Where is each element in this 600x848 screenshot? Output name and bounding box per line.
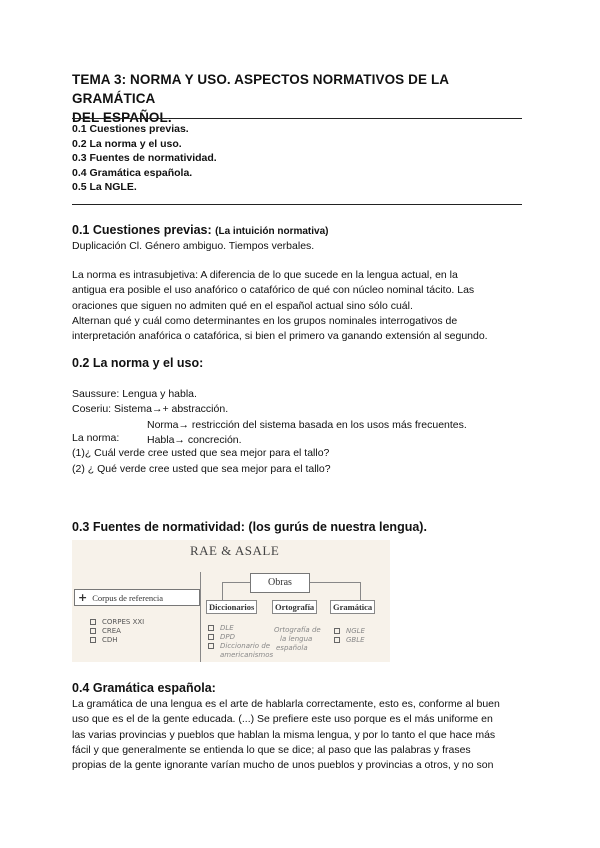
bullet-icon <box>208 643 214 649</box>
text-line: oraciones que siguen no admiten qué en el español actual sino sólo cuál. <box>72 299 413 312</box>
toc-item: 0.4 Gramática española. <box>72 166 193 179</box>
text-line: interpretación anafórica o catafórica, si bien el primero va ganando extensión al segundo. <box>72 330 488 343</box>
bullet-icon <box>208 625 214 631</box>
diagram-connector <box>360 582 361 600</box>
diagram-title: RAE & ASALE <box>190 543 280 558</box>
section-01-paragraph <box>72 268 532 344</box>
text-line: La gramática de una lengua es el arte de hablarla correctamente, esto es, conforme al buen <box>72 698 500 710</box>
text-line: Saussure: Lengua y habla. <box>72 388 197 400</box>
example-1: (1)¿ Cuál verde cree usted que sea mejor para el tallo? <box>72 447 330 460</box>
obras-box: Obras <box>250 573 310 593</box>
section-02-examples <box>72 431 532 477</box>
divider-top <box>72 118 522 119</box>
bullet-icon <box>334 628 340 634</box>
text-line: Coseriu: Sistema→+ abstracción. <box>72 403 229 416</box>
diagram-connector <box>222 582 223 600</box>
text-line: Norma→ restricción del sistema basada en los usos más frecuentes. <box>147 418 467 431</box>
text-line: Duplicación Cl. Género ambiguo. Tiempos verbales. <box>72 240 315 252</box>
dictionary-item: DPD <box>208 633 235 641</box>
dictionary-item: DLE <box>208 624 234 632</box>
orthography-item: Ortografía de <box>274 626 321 634</box>
grammar-item: NGLE <box>334 627 365 635</box>
text-line: La norma: <box>72 432 120 444</box>
text-line: Alternan qué y cuál como determinantes en los grupos nominales interrogativos de <box>72 314 458 327</box>
example-2: (2) ¿ Qué verde cree usted que sea mejor para el tallo? <box>72 462 331 475</box>
section-heading-04: 0.4 Gramática española: <box>72 681 216 695</box>
diagram-connector <box>308 582 360 583</box>
text-line: uso que es el de la gente educada. (...) Se prefiere este uso porque es el más uniforme en <box>72 713 493 726</box>
section-01-intro <box>72 239 532 254</box>
category-diccionarios: Diccionarios <box>206 600 257 614</box>
corpus-item: CDH <box>90 636 118 644</box>
text-line: las varias provincias y pueblos que hablan la misma lengua, y por lo tanto el que hace más <box>72 728 496 741</box>
text-line: Habla→ concreción. <box>147 433 242 446</box>
diagram-connector <box>200 572 201 662</box>
corpus-item: CREA <box>90 627 121 635</box>
section-heading-01-main: 0.1 Cuestiones previas: <box>72 223 212 237</box>
corpus-item: CORPES XXI <box>90 618 144 626</box>
text-line: propias de la gente ignorante varían mucho de unos pueblos y provincias a otros, y no son <box>72 759 494 772</box>
section-heading-01-sub: (La intuición normativa) <box>215 226 329 237</box>
plus-icon: + <box>78 591 88 604</box>
orthography-item: española <box>276 644 308 652</box>
toc-item: 0.2 La norma y el uso. <box>72 137 182 150</box>
bullet-icon <box>90 637 96 643</box>
divider-bottom <box>72 204 522 205</box>
bullet-icon <box>334 637 340 643</box>
diagram-connector <box>222 582 250 583</box>
toc-item: 0.3 Fuentes de normatividad. <box>72 152 217 165</box>
dictionary-item: americanismos <box>220 651 274 659</box>
section-heading-02: 0.2 La norma y el uso: <box>72 356 204 370</box>
bullet-icon <box>90 619 96 625</box>
corpus-label: Corpus de referencia <box>92 593 164 603</box>
section-04-paragraph <box>72 697 532 773</box>
bullet-icon <box>208 634 214 640</box>
table-of-contents <box>72 122 217 195</box>
text-line: antigua era posible el uso anafórico o catafórico de qué con núcleo nominal tácito. Las <box>72 284 475 297</box>
section-heading-01 <box>72 223 328 237</box>
section-heading-03: 0.3 Fuentes de normatividad: (los gurús de nuestra lengua). <box>72 520 427 534</box>
title-line-2: DEL ESPAÑOL. <box>72 110 172 125</box>
bullet-icon <box>90 628 96 634</box>
toc-item: 0.1 Cuestiones previas. <box>72 123 189 135</box>
toc-item: 0.5 La NGLE. <box>72 181 137 194</box>
category-ortografia: Ortografía <box>272 600 317 614</box>
text-line: La norma es intrasubjetiva: A diferencia de lo que sucede en la lengua actual, en la <box>72 269 458 281</box>
text-line: fácil y que generalmente se entienda lo que se dice; al paso que las palabras y frases <box>72 743 471 756</box>
grammar-item: GBLE <box>334 636 365 644</box>
category-gramatica: Gramática <box>330 600 375 614</box>
rae-asale-diagram <box>72 540 390 662</box>
dictionary-item: Diccionario de <box>208 642 270 650</box>
title-line-1: TEMA 3: NORMA Y USO. ASPECTOS NORMATIVOS DE LA GRAMÁTICA <box>72 72 449 106</box>
orthography-item: la lengua <box>280 635 313 643</box>
corpus-box <box>74 589 200 606</box>
